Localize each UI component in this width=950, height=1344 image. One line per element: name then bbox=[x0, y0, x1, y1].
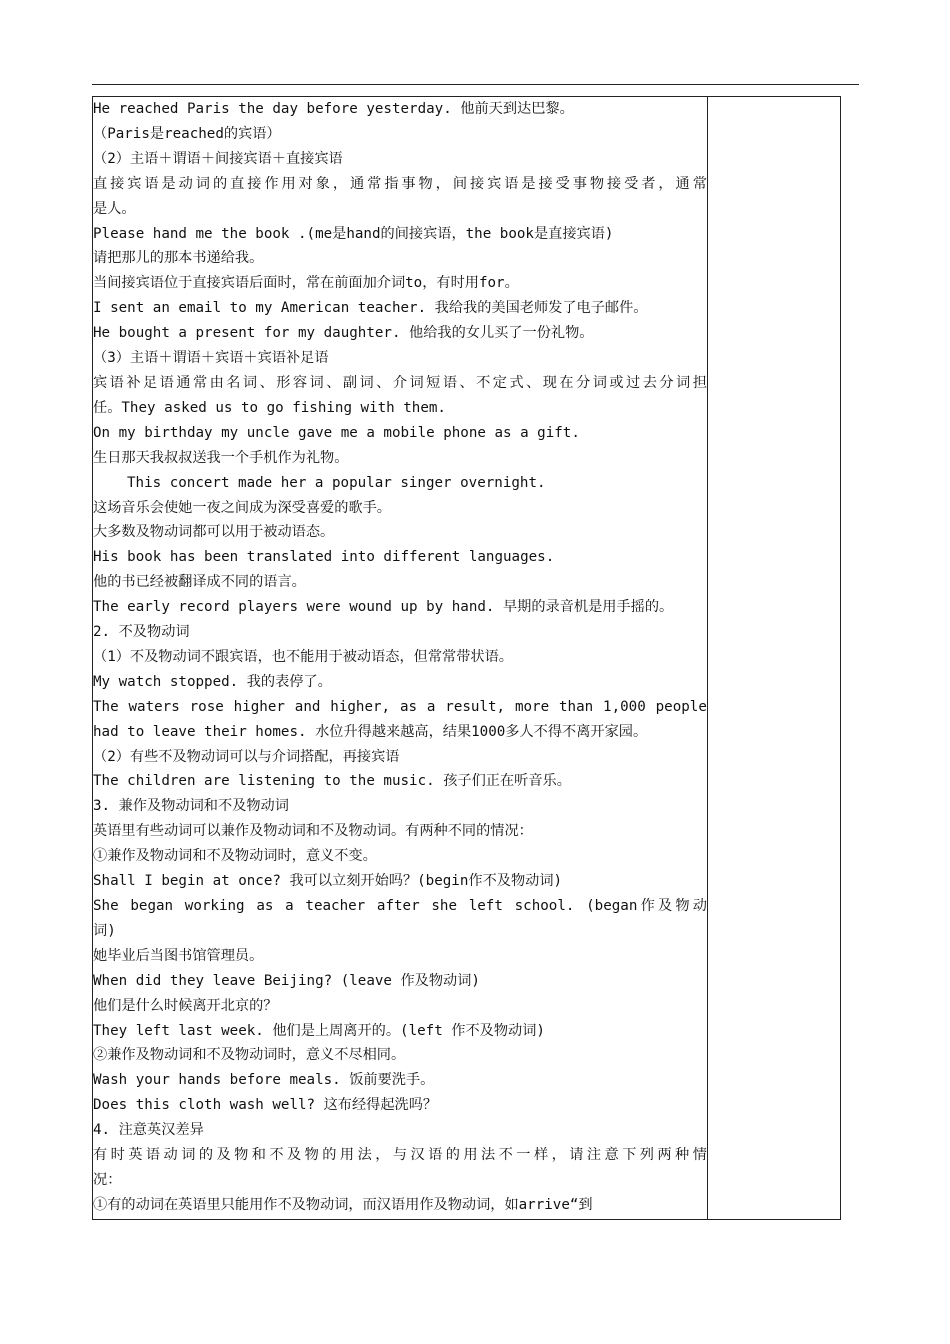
text-line: 有时英语动词的及物和不及物的用法，与汉语的用法不一样，请注意下列两种情 bbox=[93, 1147, 707, 1164]
text-line: 生日那天我叔叔送我一个手机作为礼物。 bbox=[93, 449, 349, 466]
section-heading: （2）主语＋谓语＋间接宾语＋直接宾语 bbox=[93, 150, 343, 167]
text-line: On my birthday my uncle gave me a mobile phone as a gift. bbox=[93, 424, 580, 441]
text-line: He bought a present for my daughter. 他给我的女儿买了一份礼物。 bbox=[93, 325, 594, 342]
text-line: ①有的动词在英语里只能用作不及物动词，而汉语用作及物动词，如arrive“到 bbox=[93, 1196, 593, 1213]
text-line: Shall I begin at once? 我可以立刻开始吗？(begin作不及物动词) bbox=[93, 873, 563, 890]
text-line: 是人。 bbox=[93, 200, 136, 217]
text-line: 况： bbox=[93, 1171, 122, 1188]
notes-cell bbox=[707, 97, 840, 1220]
content-table bbox=[92, 96, 841, 1220]
section-heading: 3. 兼作及物动词和不及物动词 bbox=[93, 798, 289, 815]
text-line: 她毕业后当图书馆管理员。 bbox=[93, 947, 264, 964]
text-line: 他的书已经被翻译成不同的语言。 bbox=[93, 574, 306, 591]
text-line: His book has been translated into different languages. bbox=[93, 549, 555, 566]
text-line: 大多数及物动词都可以用于被动语态。 bbox=[93, 524, 335, 541]
text-line: 直接宾语是动词的直接作用对象，通常指事物，间接宾语是接受事物接受者，通常 bbox=[93, 175, 707, 192]
section-heading: （3）主语＋谓语＋宾语＋宾语补足语 bbox=[93, 350, 329, 367]
text-line: （Paris是reached的宾语） bbox=[93, 125, 281, 142]
text-line: ②兼作及物动词和不及物动词时，意义不尽相同。 bbox=[93, 1047, 406, 1064]
content-cell bbox=[93, 97, 708, 1220]
text-line: They left last week. 他们是上周离开的。(left 作不及物动词) bbox=[93, 1022, 545, 1039]
section-heading: （1）不及物动词不跟宾语，也不能用于被动语态，但常常带状语。 bbox=[93, 648, 513, 665]
section-heading: 2. 不及物动词 bbox=[93, 624, 190, 641]
section-heading: 4. 注意英汉差异 bbox=[93, 1122, 204, 1139]
text-line: The early record players were wound up by hand. 早期的录音机是用手摇的。 bbox=[93, 599, 674, 616]
text-line: My watch stopped. 我的表停了。 bbox=[93, 673, 332, 690]
text-line: 当间接宾语位于直接宾语后面时，常在前面加介词to，有时用for。 bbox=[93, 275, 519, 292]
section-heading: （2）有些不及物动词可以与介词搭配，再接宾语 bbox=[93, 748, 400, 765]
text-line: had to leave their homes. 水位升得越来越高，结果1000多人不得不离开家园。 bbox=[93, 723, 648, 740]
text-line: This concert made her a popular singer overnight. bbox=[127, 474, 546, 491]
text-line: The waters rose higher and higher, as a result, more than 1,000 people bbox=[93, 698, 707, 715]
text-line: 词) bbox=[93, 922, 116, 939]
header-rule bbox=[92, 84, 859, 85]
text-line: Please hand me the book .(me是hand的间接宾语，the book是直接宾语) bbox=[93, 225, 614, 242]
text-line: 他们是什么时候离开北京的？ bbox=[93, 997, 278, 1014]
text-line: 宾语补足语通常由名词、形容词、副词、介词短语、不定式、现在分词或过去分词担 bbox=[93, 374, 707, 391]
text-line: I sent an email to my American teacher. 我给我的美国老师发了电子邮件。 bbox=[93, 300, 648, 317]
text-line: 这场音乐会使她一夜之间成为深受喜爱的歌手。 bbox=[93, 499, 391, 516]
text-line: 英语里有些动词可以兼作及物动词和不及物动词。有两种不同的情况： bbox=[93, 823, 533, 840]
text-line: Wash your hands before meals. 饭前要洗手。 bbox=[93, 1072, 435, 1089]
text-line: She began working as a teacher after she left school. (began作及物动 bbox=[93, 898, 707, 914]
text-line: 请把那儿的那本书递给我。 bbox=[93, 250, 264, 267]
text-line: Does this cloth wash well? 这布经得起洗吗？ bbox=[93, 1097, 438, 1114]
text-line: He reached Paris the day before yesterday. 他前天到达巴黎。 bbox=[93, 101, 574, 117]
text-line: The children are listening to the music. 孩子们正在听音乐。 bbox=[93, 773, 571, 790]
text-line: When did they leave Beijing? (leave 作及物动词) bbox=[93, 972, 480, 989]
text-line: ①兼作及物动词和不及物动词时，意义不变。 bbox=[93, 848, 377, 865]
text-line: 任。They asked us to go fishing with them. bbox=[93, 399, 446, 416]
